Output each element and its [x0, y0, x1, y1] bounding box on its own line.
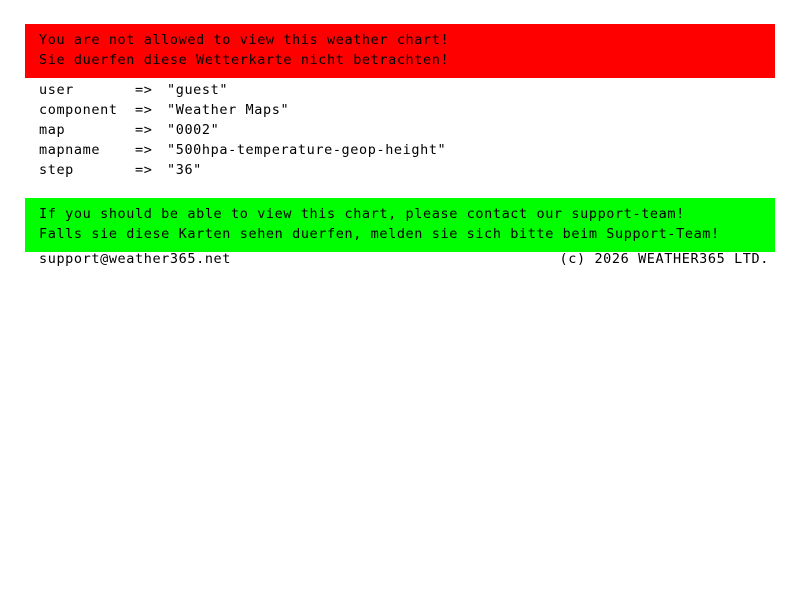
footer — [39, 249, 769, 269]
parameter-list — [39, 80, 759, 180]
parameter-row-map — [39, 120, 759, 140]
parameter-value: "Weather Maps" — [167, 102, 290, 118]
parameter-key: component — [39, 102, 118, 118]
error-message-de: Sie duerfen diese Wetterkarte nicht betrachten! — [39, 52, 450, 68]
parameter-key: map — [39, 122, 66, 138]
parameter-arrow: => — [135, 162, 153, 178]
parameter-arrow: => — [135, 102, 153, 118]
parameter-row-user — [39, 80, 759, 100]
parameter-arrow: => — [135, 82, 153, 98]
support-banner — [25, 198, 775, 252]
parameter-row-step — [39, 160, 759, 180]
parameter-value: "500hpa-temperature-geop-height" — [167, 142, 447, 158]
parameter-key: step — [39, 162, 74, 178]
support-message-de: Falls sie diese Karten sehen duerfen, melden sie sich bitte beim Support-Team! — [39, 226, 720, 242]
parameter-arrow: => — [135, 142, 153, 158]
parameter-row-mapname — [39, 140, 759, 160]
parameter-key: user — [39, 82, 74, 98]
support-message-en: If you should be able to view this chart, please contact our support-team! — [39, 206, 685, 222]
parameter-value: "0002" — [167, 122, 220, 138]
error-banner — [25, 24, 775, 78]
copyright-text: (c) 2026 WEATHER365 LTD. — [559, 251, 769, 267]
support-email-link[interactable]: support@weather365.net — [39, 251, 232, 267]
parameter-value: "36" — [167, 162, 202, 178]
parameter-arrow: => — [135, 122, 153, 138]
parameter-value: "guest" — [167, 82, 229, 98]
parameter-row-component — [39, 100, 759, 120]
error-message-en: You are not allowed to view this weather chart! — [39, 32, 450, 48]
parameter-key: mapname — [39, 142, 101, 158]
